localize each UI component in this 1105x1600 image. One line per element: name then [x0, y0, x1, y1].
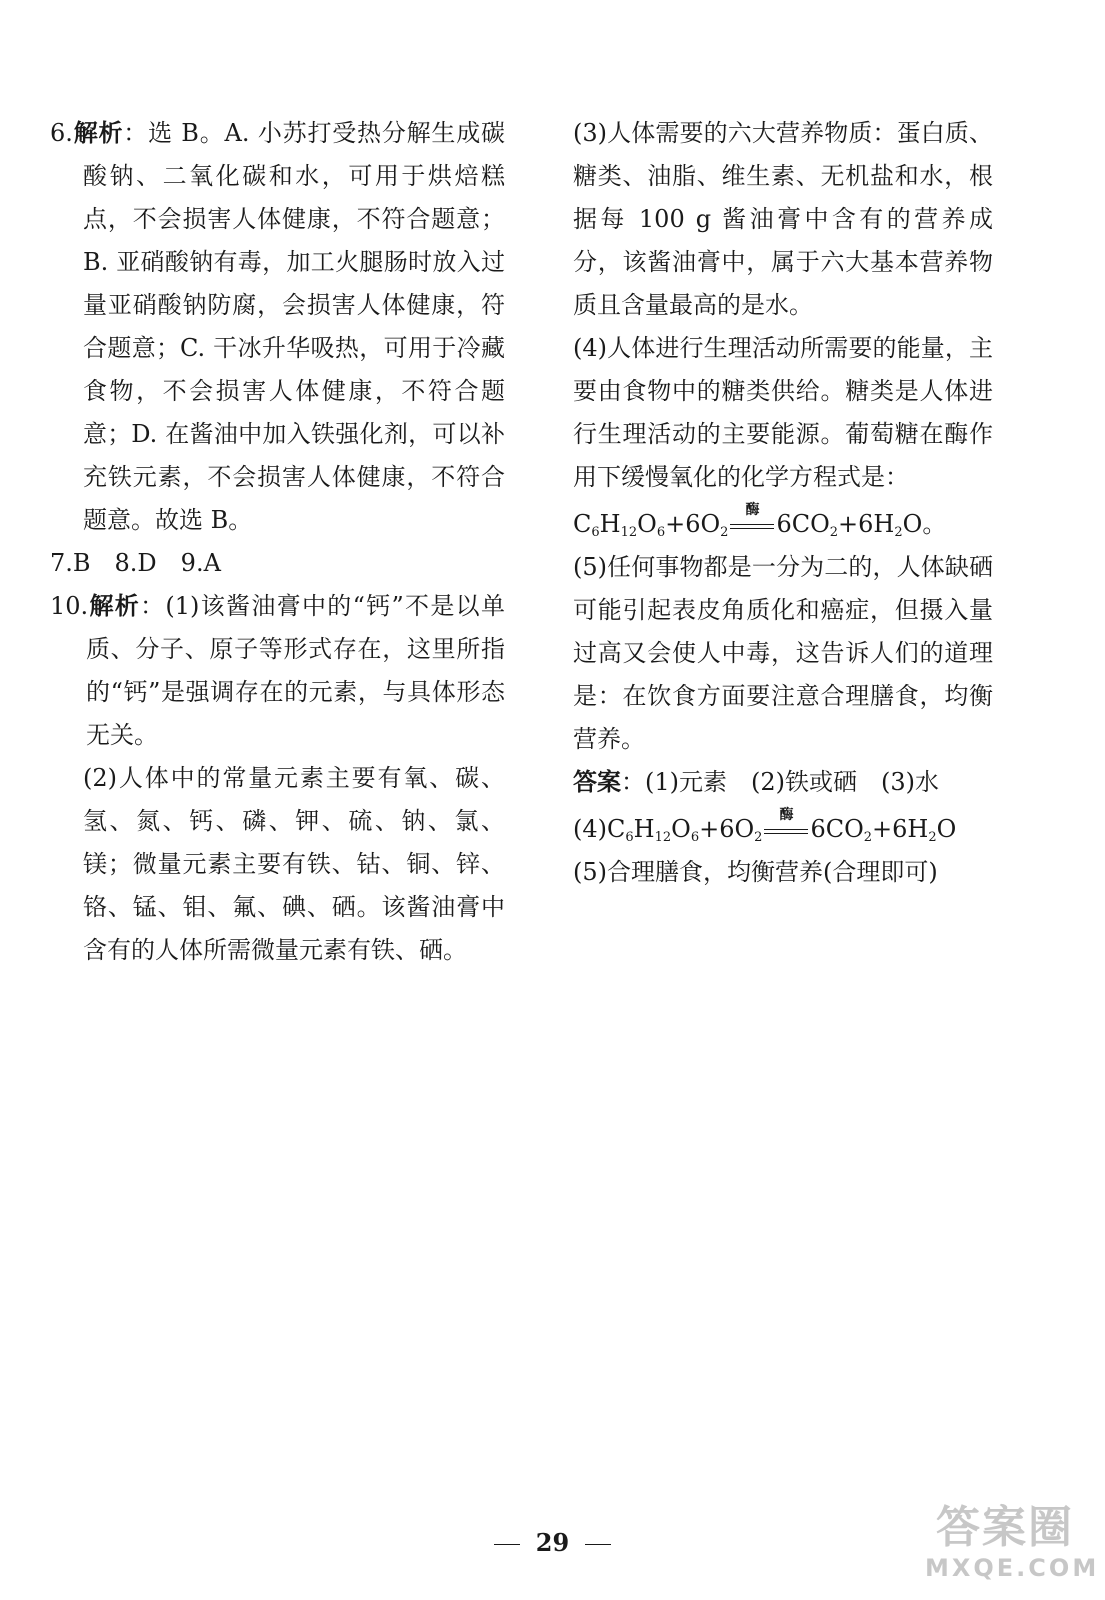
reaction-condition: 酶	[745, 501, 760, 518]
question-6-label: 解析	[72, 119, 124, 147]
eq-plus-h2: +6H	[838, 510, 895, 538]
answer-line-2	[573, 804, 993, 851]
eq-co2: 6CO	[776, 510, 830, 538]
page-number: 29	[535, 1528, 570, 1557]
eq-co2-sub: 2	[829, 525, 839, 540]
eq-plus-o2: +6O	[665, 510, 721, 538]
question-10-part-3: (3)人体需要的六大营养物质：蛋白质、糖类、油脂、维生素、无机盐和水，根据每 100 g 酱油膏中含有的营养成分，该酱油膏中，属于六大基本营养物质且含量最高的是水。	[573, 119, 993, 319]
reaction-condition: 酶	[779, 806, 794, 823]
eq-o-sub: 6	[690, 830, 700, 845]
eq-h2-sub: 2	[894, 525, 903, 540]
eq-o-end: O	[936, 815, 957, 843]
watermark-line-1: 答案圈	[936, 1502, 1074, 1553]
eq-o2-sub: 2	[754, 830, 763, 845]
eq-h-sub: 12	[654, 830, 672, 845]
eq-h: H	[599, 510, 621, 538]
question-10-part-5: (5)任何事物都是一分为二的，人体缺硒可能引起表皮角质化和癌症，但摄入量过高又会使人中毒，这告诉人们的道理是：在饮食方面要注意合理膳食，均衡营养。	[573, 553, 993, 753]
eq-h2-sub: 2	[928, 830, 937, 845]
eq-o: O	[671, 815, 691, 843]
question-10-part-4: (4)人体进行生理活动所需要的能量，主要由食物中的糖类供给。糖类是人体进行生理活动的主要能源。葡萄糖在酶作用下缓慢氧化的化学方程式是：	[573, 334, 993, 491]
eq-c-sub: 6	[625, 830, 634, 845]
question-6-number: 6.	[50, 119, 73, 147]
question-10-label: 解析	[88, 592, 141, 620]
answer-line-1-text: ：(1)元素 (2)铁或硒 (3)水	[621, 768, 939, 796]
glucose-equation	[573, 499, 993, 546]
eq-c: C	[573, 510, 592, 538]
eq-plus-o2: +6O	[699, 815, 755, 843]
eq-o-sub: 6	[656, 525, 666, 540]
watermark-line-2: MXQE.COM	[925, 1554, 1100, 1582]
question-6-text: ：选 B。A. 小苏打受热分解生成碳酸钠、二氧化碳和水，可用于烘焙糕点，不会损害人体健康，不符合题意；B. 亚硝酸钠有毒，加工火腿肠时放入过量亚硝酸钠防腐，会损害人体健康，符合题意；C. 干冰升华吸热，可用于冷藏食物，不会损害人体健康，不符合题意；D. 在酱油中加入铁强化剂，可以补充铁元素，不会损害人体健康，不符合题意。故选 B。	[83, 119, 505, 534]
answer-line-2-prefix: (4)	[573, 815, 607, 843]
left-column	[50, 112, 505, 972]
eq-plus-h2: +6H	[872, 815, 929, 843]
eq-co2: 6CO	[810, 815, 864, 843]
footer-dash-right	[585, 1544, 611, 1546]
eq-o-end: O	[902, 510, 923, 538]
question-10-part-1	[50, 585, 505, 757]
footer-dash-left	[494, 1544, 520, 1546]
answer-line-1	[573, 761, 993, 804]
question-10-number: 10.	[50, 592, 89, 620]
eq-h: H	[633, 815, 655, 843]
equation-body	[573, 501, 923, 540]
answers-7-9: 7.B 8.D 9.A	[50, 549, 221, 577]
answer-line-3: (5)合理膳食，均衡营养(合理即可)	[573, 858, 938, 886]
eq-o2-sub: 2	[720, 525, 729, 540]
reaction-arrow	[730, 501, 774, 534]
question-10-part-1-text: ：(1)该酱油膏中的“钙”不是以单质、分子、原子等形式存在，这里所指的“钙”是强调存在的元素，与具体形态无关。	[86, 592, 505, 749]
watermark-logo	[925, 1502, 1100, 1588]
eq-co2-sub: 2	[863, 830, 873, 845]
reaction-arrow	[764, 806, 808, 839]
eq-h-sub: 12	[620, 525, 638, 540]
equation-period: 。	[922, 510, 947, 538]
answer-equation	[607, 806, 957, 845]
answer-label: 答案	[573, 768, 621, 796]
eq-c: C	[607, 815, 626, 843]
question-6	[50, 112, 505, 542]
right-column	[573, 112, 993, 894]
question-10-part-2: (2)人体中的常量元素主要有氧、碳、氢、氮、钙、磷、钾、硫、钠、氯、镁；微量元素主要有铁、钴、铜、锌、铬、锰、钼、氟、碘、硒。该酱油膏中含有的人体所需微量元素有铁、硒。	[83, 764, 505, 964]
eq-c-sub: 6	[591, 525, 600, 540]
eq-o: O	[637, 510, 657, 538]
